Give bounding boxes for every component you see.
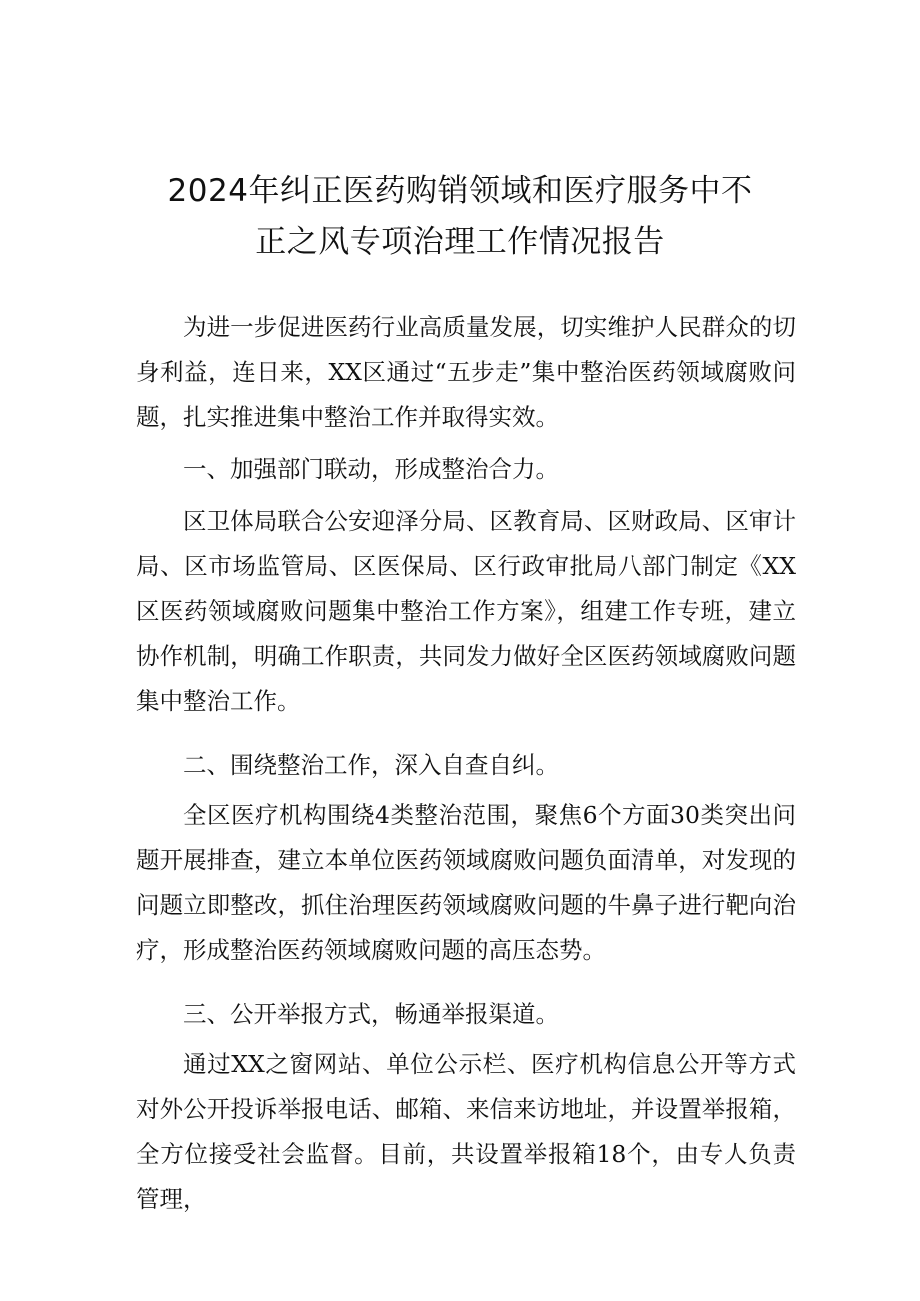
document-title-line-1: 2024年纠正医药购销领域和医疗服务中不: [167, 173, 753, 209]
document-title-line-2: 正之风专项治理工作情况报告: [255, 224, 665, 260]
section-1-paragraph: 区卫体局联合公安迎泽分局、区教育局、区财政局、区审计局、区市场监管局、区医保局、区行政审批局八部门制定《XX区医药领域腐败问题集中整治工作方案》，组建工作专班，建立协作机制，明确工作职责，共同发力做好全区医药领域腐败问题集中整治工作。: [136, 507, 796, 715]
section-2-heading: 二、围绕整治工作，深入自查自纠。: [183, 751, 559, 779]
intro-paragraph: 为进一步促进医药行业高质量发展，切实维护人民群众的切身利益，连日来，XX区通过“五步走”集中整治医药领域腐败问题，扎实推进集中整治工作并取得实效。: [136, 313, 796, 431]
section-1-heading: 一、加强部门联动，形成整治合力。: [183, 455, 559, 483]
section-2-paragraph: 全区医疗机构围绕4类整治范围，聚焦6个方面30类突出问题开展排查，建立本单位医药领域腐败问题负面清单，对发现的问题立即整改，抓住治理医药领域腐败问题的牛鼻子进行靶向治疗，形成整治医药领域腐败问题的高压态势。: [136, 801, 796, 964]
section-3-paragraph: 通过XX之窗网站、单位公示栏、医疗机构信息公开等方式对外公开投诉举报电话、邮箱、来信来访地址，并设置举报箱，全方位接受社会监督。目前，共设置举报箱18个，由专人负责管理，: [136, 1050, 796, 1213]
section-3-heading: 三、公开举报方式，畅通举报渠道。: [183, 1000, 559, 1028]
